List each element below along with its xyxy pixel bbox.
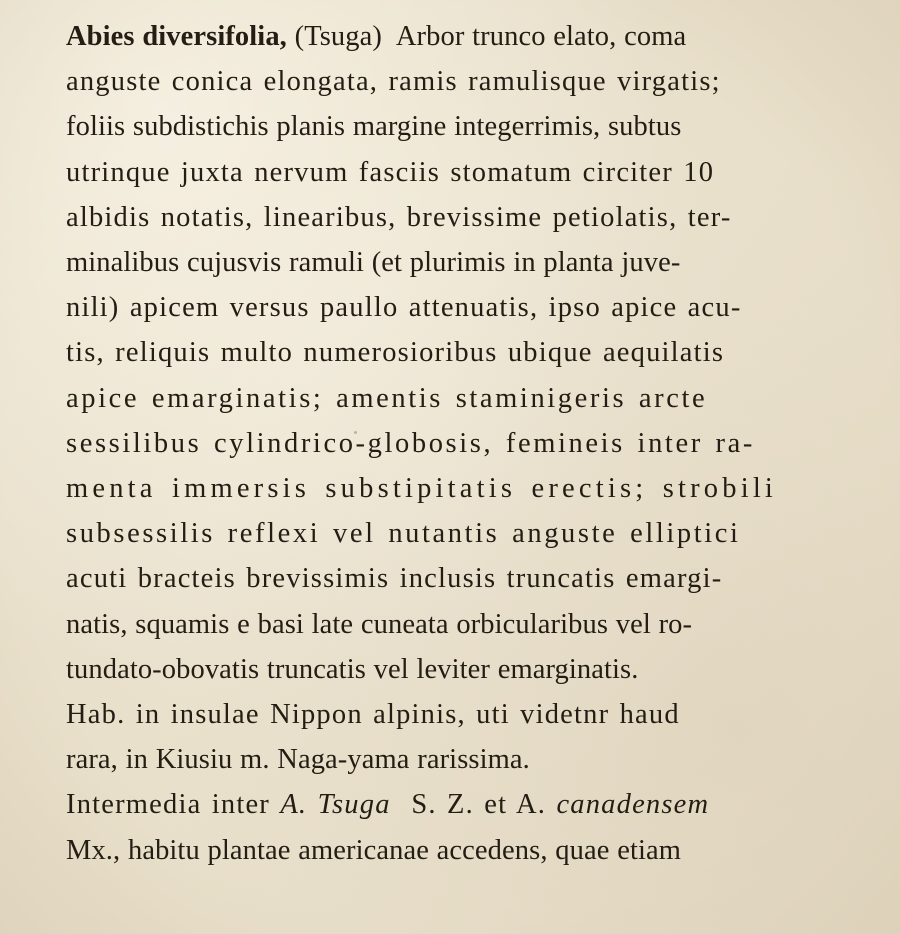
space-1 <box>307 789 317 820</box>
description-line-8: tis, reliquis multo numerosioribus ubique aequilatis <box>66 337 725 369</box>
paragraph-habitat <box>18 692 890 782</box>
taxon-b-name: canadensem <box>556 789 710 821</box>
taxon-a-name: Tsuga <box>317 789 391 821</box>
description-line-5: albidis notatis, linearibus, brevissime petiolatis, ter- <box>66 201 732 233</box>
paper-speck <box>354 431 357 434</box>
description-line-10: sessilibus cylindrico-globosis, femineis inter ra- <box>66 427 755 459</box>
remarks-lead: Intermedia inter <box>66 789 281 821</box>
species-name: Abies diversifolia, <box>66 21 287 52</box>
description-line-15: tundato-obovatis truncatis vel leviter emarginatis. <box>66 653 639 685</box>
description-line-2: anguste conica elongata, ramis ramulisque virgatis; <box>66 66 721 98</box>
taxon-a-abbrev: A. <box>280 789 308 821</box>
description-line-13: acuti bracteis brevissimis inclusis truncatis emargi- <box>66 563 723 595</box>
remarks-line-1 <box>18 782 890 827</box>
habitat-line-2: rara, in Kiusiu m. Naga-yama rarissima. <box>66 744 530 776</box>
paragraph-description <box>18 14 890 692</box>
description-line-14: natis, squamis e basi late cuneata orbicularibus vel ro- <box>66 608 693 640</box>
space-3 <box>546 789 556 820</box>
remarks-line-2: Mx., habitu plantae americanae accedens, quae etiam <box>66 834 682 866</box>
habitat-line-1: Hab. in insulae Nippon alpinis, uti videtnr haud <box>66 699 680 731</box>
description-line-11: menta immersis substipitatis erectis; strobili <box>66 473 778 505</box>
space-2 <box>391 789 412 820</box>
description-line-9: apice emarginatis; amentis staminigeris arcte <box>66 382 708 414</box>
description-line-4: utrinque juxta nervum fasciis stomatum circiter 10 <box>66 156 715 188</box>
description-line-12: subsessilis reflexi vel nutantis anguste elliptici <box>66 518 741 550</box>
description-line-3: foliis subdistichis planis margine integerrimis, subtus <box>66 111 682 143</box>
description-line-1 <box>18 14 890 59</box>
text-column <box>18 14 890 873</box>
description-line-1-rest: (Tsuga) Arbor trunco elato, coma <box>286 21 687 52</box>
paragraph-remarks <box>18 782 890 872</box>
description-line-7: nili) apicem versus paullo attenuatis, ipso apice acu- <box>66 292 742 324</box>
authority: S. Z. et A. <box>411 789 547 821</box>
description-line-6: minalibus cujusvis ramuli (et plurimis in planta juve- <box>66 247 681 279</box>
